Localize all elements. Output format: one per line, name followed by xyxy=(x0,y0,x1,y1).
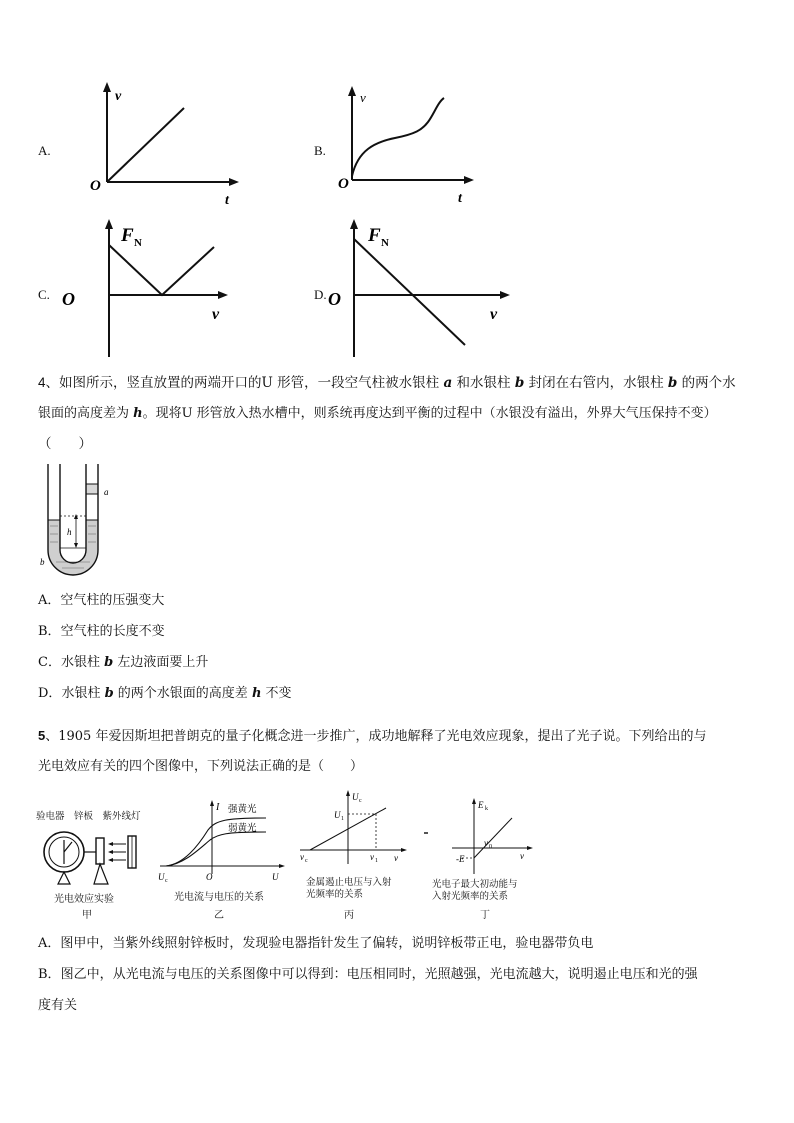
y-axis-label: E xyxy=(478,800,484,810)
q3-option-b-graph xyxy=(310,80,500,210)
x-axis-label: ν xyxy=(520,851,524,861)
option-letter: D. xyxy=(314,287,327,302)
u1-label: U xyxy=(334,810,341,820)
q3-option-a-graph xyxy=(30,80,229,210)
y-axis-label: v xyxy=(360,90,366,105)
v-t-linear-graph xyxy=(60,80,240,210)
q3-option-d-graph xyxy=(310,215,530,360)
origin-label: O xyxy=(206,872,213,882)
q4-option-d[interactable]: D．水银柱 b 的两个水银面的高度差 h 不变 xyxy=(38,686,292,701)
figure-bing-caption-1: 金属遏止电压与入射 xyxy=(306,877,392,888)
x-axis-label: t xyxy=(225,193,229,208)
strong-light-label: 强黄光 xyxy=(228,805,257,815)
q4-stem-line-1: 4、如图所示，竖直放置的两端开口的U 形管，一段空气柱被水银柱 a 和水银柱 b 封闭在右管内，水银柱 b 的两个水 xyxy=(38,375,736,391)
negative-e-label: -E xyxy=(456,854,465,864)
q5-option-b-continued: 度有关 xyxy=(38,998,78,1013)
q4-option-c[interactable]: C．水银柱 b 左边液面要上升 xyxy=(38,655,209,670)
option-letter: C. xyxy=(38,287,50,302)
q5-option-b[interactable]: B．图乙中，从光电流与电压的关系图像中可以得到：电压相同时，光照越强，光电流越大，说明遏止电压和光的强 xyxy=(38,967,698,982)
u1-subscript: 1 xyxy=(341,816,344,822)
figure-jia-top-labels: 验电器 锌板 紫外线灯 xyxy=(36,811,141,822)
q5-option-a[interactable]: A．图甲中，当紫外线照射锌板时，发现验电器指针发生了偏转，说明锌板带正电，验电器带负电 xyxy=(38,936,594,951)
option-letter: B. xyxy=(314,143,326,158)
q4-answer-paren: （ ） xyxy=(38,436,92,452)
q3-option-c-graph xyxy=(30,215,240,360)
figure-bing-name: 丙 xyxy=(344,910,354,921)
origin-label: O xyxy=(62,289,75,309)
v1-label: ν xyxy=(370,852,374,862)
threshold-frequency-label: ν xyxy=(484,838,488,848)
figure-yi-caption: 光电流与电压的关系 xyxy=(174,892,264,903)
x-axis-label: v xyxy=(212,306,220,323)
y-axis-subscript: k xyxy=(485,806,488,812)
electroscope-apparatus-icon xyxy=(40,822,156,892)
option-letter: A. xyxy=(38,143,51,158)
figure-yi-name: 乙 xyxy=(214,910,224,921)
v1-subscript: 1 xyxy=(375,858,378,864)
kinetic-energy-frequency-graph xyxy=(424,796,536,876)
stray-dot xyxy=(424,832,428,834)
figure-jia-name: 甲 xyxy=(82,910,92,921)
stopping-voltage-frequency-graph xyxy=(296,788,408,868)
y-axis-label: F xyxy=(368,225,381,246)
uc-subscript: c xyxy=(165,878,168,884)
y-axis-label: F xyxy=(121,225,134,246)
x-axis-label: ν xyxy=(394,853,398,863)
photocurrent-voltage-graph xyxy=(154,798,286,886)
y-axis-label: U xyxy=(352,792,359,802)
figure-bing xyxy=(296,788,408,922)
figure-bing-caption-2: 光频率的关系 xyxy=(306,889,364,900)
x-axis-label: U xyxy=(272,872,279,882)
q4-option-b[interactable]: B．空气柱的长度不变 xyxy=(38,624,165,639)
x-axis-label: v xyxy=(490,306,498,323)
cutoff-frequency-label: ν xyxy=(300,852,304,862)
weak-light-label: 弱黄光 xyxy=(228,824,257,834)
u-tube-figure xyxy=(36,462,126,584)
q4-stem-line-2: 银面的高度差为 h。现将U 形管放入热水槽中，则系统再度达到平衡的过程中（水银没有溢出，外界大气压保持不变） xyxy=(38,406,717,421)
origin-label: O xyxy=(90,178,101,194)
figure-label-a: a xyxy=(104,487,109,497)
q5-stem-line-2: 光电效应有关的四个图像中，下列说法正确的是（ ） xyxy=(38,759,364,774)
figure-ding-name: 丁 xyxy=(480,910,490,921)
uc-label: U xyxy=(158,872,165,882)
figure-ding-caption-2: 入射光频率的关系 xyxy=(432,891,509,902)
y-axis-subscript: c xyxy=(359,798,362,804)
y-axis-label: I xyxy=(216,802,220,813)
y-axis-subscript: N xyxy=(381,237,389,249)
cutoff-frequency-subscript: c xyxy=(305,858,308,864)
figure-jia xyxy=(36,808,156,920)
figure-label-h: h xyxy=(67,527,72,537)
q5-stem-line-1: 5、1905 年爱因斯坦把普朗克的量子化概念进一步推广，成功地解释了光电效应现象，提出了光子说。下列给出的与 xyxy=(38,728,707,744)
origin-label: O xyxy=(338,176,349,192)
x-axis-label: t xyxy=(458,191,462,206)
y-axis-subscript: N xyxy=(134,237,142,249)
y-axis-label: v xyxy=(115,89,122,104)
figure-jia-caption: 光电效应实验 xyxy=(54,894,114,905)
origin-label: O xyxy=(328,289,341,309)
v-t-curve-graph xyxy=(330,80,490,210)
q4-option-a[interactable]: A．空气柱的压强变大 xyxy=(38,593,165,608)
fn-v-graph-c xyxy=(54,215,244,360)
threshold-frequency-subscript: 0 xyxy=(489,844,492,850)
figure-ding xyxy=(424,796,536,922)
figure-ding-caption-1: 光电子最大初动能与 xyxy=(432,879,518,890)
figure-yi xyxy=(154,798,286,922)
figure-label-b: b xyxy=(40,557,45,567)
fn-v-graph-d xyxy=(330,215,530,360)
